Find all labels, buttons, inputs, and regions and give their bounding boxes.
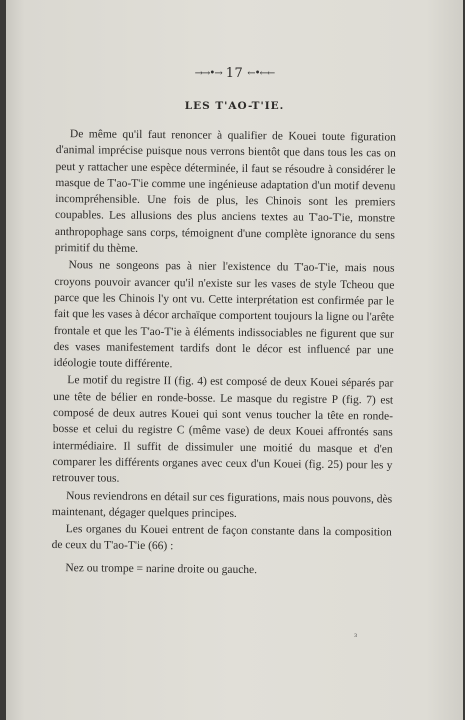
margin-mark: ₃: [354, 630, 358, 639]
page-header: [6, 66, 463, 81]
ornament-left: →→•→: [194, 68, 222, 79]
ornament-right: ←•←←: [247, 68, 275, 79]
section-title: LES T'AO-T'IE.: [184, 100, 285, 112]
book-page: [6, 0, 463, 720]
paragraph: Les organes du Kouei entrent de façon constante dans la composition de ceux du T'ao-T'ie (66) :: [51, 523, 392, 553]
list-item: Nez ou trompe = narine droite ou gauche.: [65, 561, 258, 576]
paragraph: Nous ne songeons pas à nier l'existence du T'ao-T'ie, mais nous croyons pouvoir avancer qu'il n'existe sur les vases de style Tcheou que parce que les Chinois l'y ont vu. Cette interprétation est confirmée par le fait que les vases à décor archaïque comportent toujours la ligne ou l'arête frontale et que les T'ao-T'ie à éléments indissociables ne figurent que sur des vases manifestement tardifs dont le décor est influencé par une idéologie toute différente.: [53, 259, 395, 371]
page-number: 17: [225, 66, 244, 81]
paragraph: Nous reviendrons en détail sur ces figurations, mais nous pouvons, dès maintenant, dégager quelques principes.: [51, 489, 393, 520]
body-text: [51, 126, 396, 580]
paragraph: De même qu'il faut renoncer à qualifier de Kouei toute figuration d'animal imprécise puisque nous verrons bientôt que dans tous les cas on peut y rattacher une espèce déterminée, il faut se résoudre à considérer le masque de T'ao-T'ie comme une ingénieuse adaptation d'un motif devenu incompréhensible. Une fois de plus, les Chinois sont les premiers coupables. Les allusions des plus anciens textes au T'ao-T'ie, monstre anthropophage sans corps, témoignent d'une complète ignorance du sens primitif du thème.: [54, 128, 396, 255]
paragraph: Le motif du registre II (fig. 4) est composé de deux Kouei séparés par une tête de bélier en ronde-bosse. Le masque du registre P (fig. 7) est composé de deux autres Kouei qui sont venus toucher la tête en ronde-bosse et celui du registre C (même vase) de deux Kouei affrontés sans intermédiaire. Il suffit de dissimuler une moitié du masque et d'en comparer les différents organes avec ceux d'un Kouei (fig. 25) pour les y retrouver tous.: [52, 374, 394, 485]
